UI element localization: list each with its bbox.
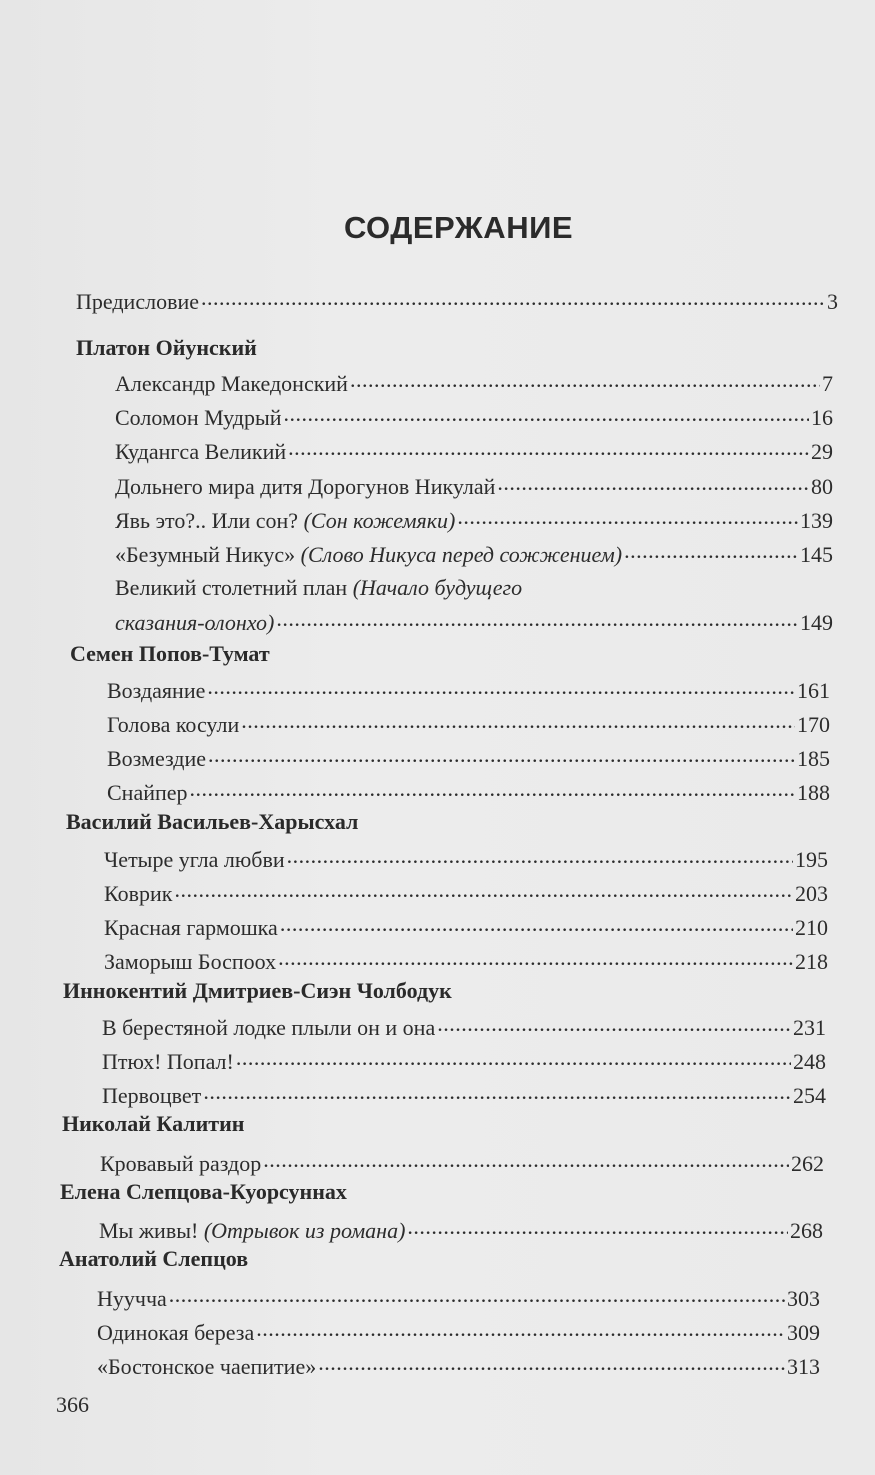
toc-entry-page: 3 bbox=[827, 289, 838, 314]
toc-entry-page: 218 bbox=[795, 949, 828, 974]
leader-dots bbox=[437, 1013, 791, 1035]
leader-dots bbox=[256, 1318, 785, 1340]
toc-author-heading: Семен Попов-Тумат bbox=[70, 641, 270, 666]
toc-author-heading: Николай Калитин bbox=[62, 1111, 245, 1136]
toc-author-heading: Елена Слепцова-Куорсуннах bbox=[60, 1179, 347, 1204]
toc-entry bbox=[97, 1318, 820, 1347]
toc-entry bbox=[107, 676, 830, 705]
toc-entry-title: Предисловие bbox=[76, 289, 199, 314]
toc-entry-title: Александр Македонский bbox=[115, 371, 348, 396]
leader-dots bbox=[207, 676, 795, 698]
toc-entry bbox=[115, 369, 833, 398]
toc-entry-title: Заморыш Боспоох bbox=[104, 949, 277, 974]
toc-entry-title: «Бостонское чаепитие» bbox=[97, 1354, 317, 1379]
toc-entry-page: 254 bbox=[793, 1083, 826, 1108]
leader-dots bbox=[287, 845, 793, 867]
leader-dots bbox=[201, 287, 825, 309]
toc-entry-page: 309 bbox=[787, 1320, 820, 1345]
toc-entry bbox=[104, 947, 828, 976]
toc-entry bbox=[115, 472, 833, 501]
toc-entry-page: 313 bbox=[787, 1354, 820, 1379]
leader-dots bbox=[284, 403, 809, 425]
leader-dots bbox=[288, 437, 809, 459]
toc-entry-page: 195 bbox=[795, 847, 828, 872]
toc-entry-title: В берестяной лодке плыли он и она bbox=[102, 1015, 436, 1040]
toc-entry-title-main: Мы живы! bbox=[99, 1218, 204, 1243]
toc-entry bbox=[115, 403, 833, 432]
toc-entry-title: Коврик bbox=[104, 881, 173, 906]
toc-entry-title: Четыре угла любви bbox=[104, 847, 285, 872]
toc-entry bbox=[115, 608, 833, 637]
toc-entry-subtitle: (Отрывок из романа) bbox=[203, 1218, 406, 1243]
toc-entry-page: 231 bbox=[793, 1015, 826, 1040]
toc-entry bbox=[100, 1149, 824, 1178]
leader-dots bbox=[263, 1149, 789, 1171]
toc-entry-title bbox=[99, 1217, 405, 1245]
toc-entry-page: 303 bbox=[787, 1286, 820, 1311]
toc-author-heading: Анатолий Слепцов bbox=[59, 1246, 249, 1271]
toc-entry-title-main: Великий столетний план bbox=[115, 575, 353, 600]
leader-dots bbox=[203, 1081, 791, 1103]
toc-entry bbox=[104, 913, 828, 942]
toc-entry-title: Голова косули bbox=[107, 712, 240, 737]
toc-entry-title: Кудангса Великий bbox=[115, 439, 287, 464]
toc-entry-subtitle: сказания-олонхо) bbox=[115, 610, 275, 635]
toc-entry-page: 188 bbox=[797, 780, 830, 805]
toc-entry-title: Птюх! Попал! bbox=[102, 1049, 234, 1074]
toc-entry-title: Возмездие bbox=[107, 746, 207, 771]
toc-entry-subtitle: (Сон кожемяки) bbox=[303, 508, 456, 533]
toc-entry bbox=[102, 1013, 826, 1042]
toc-entry-title: Нуучча bbox=[97, 1286, 167, 1311]
toc-entry-title bbox=[115, 609, 274, 637]
leader-dots bbox=[174, 879, 793, 901]
leader-dots bbox=[278, 947, 793, 969]
toc-entry-page: 185 bbox=[797, 746, 830, 771]
toc-entry-title: Дольнего мира дитя Дорогунов Никулай bbox=[115, 474, 496, 499]
toc-entry-title: Снайпер bbox=[107, 780, 188, 805]
toc-entry bbox=[115, 540, 833, 569]
toc-entry-page: 16 bbox=[811, 405, 833, 430]
toc-entry-title-main: «Безумный Никус» bbox=[115, 542, 301, 567]
toc-entry bbox=[104, 845, 828, 874]
leader-dots bbox=[407, 1216, 788, 1238]
toc-entry bbox=[107, 744, 830, 773]
toc-entry bbox=[115, 437, 833, 466]
toc-entry-subtitle: (Начало будущего bbox=[352, 575, 523, 600]
toc-entry-page: 145 bbox=[800, 542, 833, 567]
toc-entry-title: Кровавый раздор bbox=[100, 1151, 262, 1176]
toc-entry-title: Одинокая береза bbox=[97, 1320, 255, 1345]
toc-entry-title: Соломон Мудрый bbox=[115, 405, 282, 430]
toc-entry-title bbox=[115, 541, 622, 569]
toc-entry bbox=[102, 1081, 826, 1110]
toc-entry-page: 29 bbox=[811, 439, 833, 464]
toc-entry-preface bbox=[76, 287, 838, 316]
toc-entry bbox=[107, 710, 830, 739]
toc-entry-page: 248 bbox=[793, 1049, 826, 1074]
toc-entry-page: 210 bbox=[795, 915, 828, 940]
toc-entry-page: 161 bbox=[797, 678, 830, 703]
toc-entry-page: 80 bbox=[811, 474, 833, 499]
toc-entry-page: 139 bbox=[800, 508, 833, 533]
toc-entry bbox=[97, 1352, 820, 1381]
toc-entry-page: 268 bbox=[790, 1218, 823, 1243]
toc-entry-first-line bbox=[115, 574, 522, 602]
toc-entry bbox=[97, 1284, 820, 1313]
toc-entry-subtitle: (Слово Никуса перед сожжением) bbox=[300, 542, 623, 567]
leader-dots bbox=[350, 369, 820, 391]
toc-entry bbox=[104, 879, 828, 908]
leader-dots bbox=[208, 744, 795, 766]
leader-dots bbox=[280, 913, 793, 935]
leader-dots bbox=[457, 506, 798, 528]
leader-dots bbox=[497, 472, 809, 494]
toc-entry-title: Воздаяние bbox=[107, 678, 206, 703]
page-title: СОДЕРЖАНИЕ bbox=[343, 210, 574, 245]
leader-dots bbox=[318, 1352, 785, 1374]
leader-dots bbox=[236, 1047, 791, 1069]
leader-dots bbox=[190, 778, 795, 800]
toc-entry bbox=[102, 1047, 826, 1076]
leader-dots bbox=[241, 710, 795, 732]
toc-entry bbox=[99, 1216, 823, 1245]
toc-entry bbox=[115, 506, 833, 535]
toc-author-heading: Платон Ойунский bbox=[76, 335, 257, 360]
toc-author-heading: Иннокентий Дмитриев-Сиэн Чолбодук bbox=[63, 978, 452, 1003]
toc-entry-page: 170 bbox=[797, 712, 830, 737]
page-number: 366 bbox=[56, 1392, 89, 1417]
toc-entry bbox=[107, 778, 830, 807]
toc-entry-page: 262 bbox=[791, 1151, 824, 1176]
toc-entry-page: 203 bbox=[795, 881, 828, 906]
toc-entry-title: Красная гармошка bbox=[104, 915, 278, 940]
toc-author-heading: Василий Васильев-Харысхал bbox=[66, 809, 359, 834]
toc-entry-title-main: Явь это?.. Или сон? bbox=[115, 508, 304, 533]
toc-entry-page: 7 bbox=[822, 371, 833, 396]
leader-dots bbox=[169, 1284, 785, 1306]
leader-dots bbox=[276, 608, 798, 630]
toc-entry-title bbox=[115, 507, 455, 535]
toc-entry-title: Первоцвет bbox=[102, 1083, 202, 1108]
toc-entry-page: 149 bbox=[800, 610, 833, 635]
leader-dots bbox=[624, 540, 798, 562]
